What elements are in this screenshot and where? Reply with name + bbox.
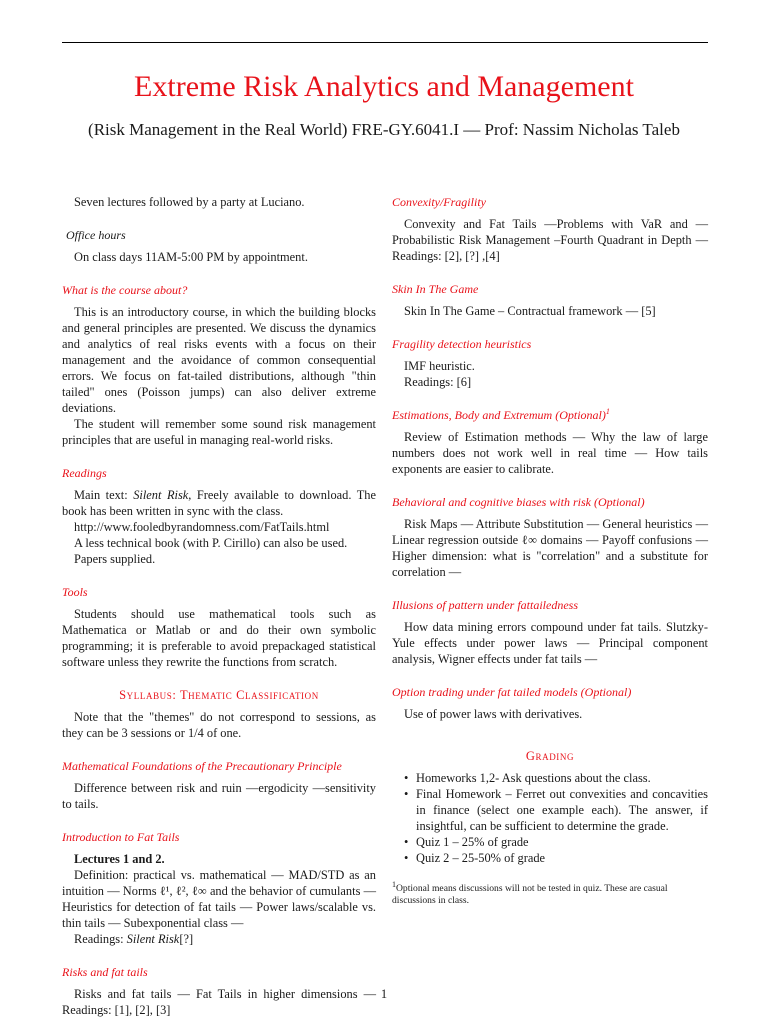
options-text: Use of power laws with derivatives. xyxy=(404,707,583,721)
footnote-text: Optional means discussions will not be tested in quiz. These are casual discussions in class. xyxy=(392,883,668,906)
illusions-heading: Illusions of pattern under fattailedness xyxy=(392,598,578,612)
about-paragraph-1: This is an introductory course, in which the building blocks and general principles are presented. We discuss the dynamics and analytics of real risks events with a focus on their management and the avoidance of common consequential errors. We focus on fat-tailed distributions, although "thin tailed" ones (Poisson jumps) can also deliver extreme deviations. xyxy=(62,305,376,415)
behavioral-text: Risk Maps — Attribute Substitution — General heuristics — Linear regression outside ℓ∞ domains — Payoff confusions — Higher dimension: what is "correlation" and a substitute for correlation — xyxy=(392,517,708,579)
document-title: Extreme Risk Analytics and Management xyxy=(134,70,634,103)
grading-block xyxy=(392,748,708,866)
syllabus-heading: Syllabus: Thematic Classification xyxy=(119,688,319,702)
intro-fat-tails-heading: Introduction to Fat Tails xyxy=(62,830,180,844)
office-hours-heading: Office hours xyxy=(66,228,126,242)
behavioral-block xyxy=(392,494,708,580)
footnote-number: 1 xyxy=(392,879,396,889)
readings-book-title: Silent Risk xyxy=(133,488,189,502)
options-block xyxy=(392,684,708,722)
readings-papers: Papers supplied. xyxy=(74,552,156,566)
readings-book: Silent Risk xyxy=(126,932,180,946)
readings-alt-book: A less technical book (with P. Cirillo) can also be used. xyxy=(74,536,348,550)
fragility-line-2: Readings: [6] xyxy=(404,375,472,389)
grading-item: • Final Homework – Ferret out convexities and concavities in finance (select one example each). The answer, if insightful, can be sufficient to determine the grade. xyxy=(416,786,708,834)
estimations-heading-text: Estimations, Body and Extremum (Optional) xyxy=(392,408,606,422)
fragility-heading: Fragility detection heuristics xyxy=(392,337,532,351)
foundations-text: Difference between risk and ruin —ergodicity —sensitivity to tails. xyxy=(62,781,376,811)
top-rule xyxy=(62,42,708,43)
office-hours-block xyxy=(62,227,376,265)
about-paragraph-2: The student will remember some sound risk management principles that are useful in managing real-world risks. xyxy=(62,417,376,447)
readings-block xyxy=(62,465,376,567)
about-block xyxy=(62,282,376,448)
intro-fat-tails-text: Definition: practical vs. mathematical — MAD/STD as an intuition — Norms ℓ¹, ℓ², ℓ∞ and the behavior of cumulants — Heuristics for detection of fat tails — Power laws/scalable vs. thin tails — Subexponential class — xyxy=(62,868,376,930)
illusions-text: How data mining errors compound under fat tails. Slutzky-Yule effects under power laws — Principal component analysis, Wigner effects under fat tails — xyxy=(392,620,708,666)
grading-item: • Homeworks 1,2- Ask questions about the class. xyxy=(416,770,708,786)
intro-fat-tails-block xyxy=(62,829,376,947)
estimations-text: Review of Estimation methods — Why the law of large numbers does not work well in real time — How tails exponents are easier to calibrate. xyxy=(392,430,708,476)
convexity-heading: Convexity/Fragility xyxy=(392,195,486,209)
foundations-heading: Mathematical Foundations of the Precautionary Principle xyxy=(62,759,342,773)
risks-fat-tails-heading: Risks and fat tails xyxy=(62,965,148,979)
left-column xyxy=(62,194,376,1035)
tools-heading: Tools xyxy=(62,585,88,599)
estimations-block xyxy=(392,407,708,477)
readings-heading: Readings xyxy=(62,466,107,480)
footnote-mark: 1 xyxy=(605,407,610,416)
readings-ref: [?] xyxy=(179,932,194,946)
intro-text: Seven lectures followed by a party at Luciano. xyxy=(74,195,305,209)
foundations-block xyxy=(62,758,376,812)
document-subtitle: (Risk Management in the Real World) FRE-GY.6041.I — Prof: Nassim Nicholas Taleb xyxy=(88,120,680,139)
readings-prefix: Readings: xyxy=(74,932,127,946)
page-number: 1 xyxy=(380,987,388,1001)
readings-main-suffix: , Freely available to download. The book has been written in sync with the class. xyxy=(62,488,376,518)
syllabus-text: Note that the "themes" do not correspond to sessions, as they can be 3 sessions or 1/4 of one. xyxy=(62,710,376,740)
readings-main-prefix: Main text: xyxy=(74,488,134,502)
fragility-line-1: IMF heuristic. xyxy=(404,359,475,373)
convexity-block xyxy=(392,194,708,264)
footnote xyxy=(392,879,708,907)
grading-heading: Grading xyxy=(525,749,575,763)
fragility-block xyxy=(392,336,708,390)
grading-list xyxy=(392,770,708,866)
skin-text: Skin In The Game – Contractual framework — [5] xyxy=(404,304,656,318)
syllabus-block xyxy=(62,687,376,741)
tools-text: Students should use mathematical tools such as Mathematica or Matlab or and do their own symbolic programming; it is preferable to avoid prepackaged statistical software unless they rewrite the functions from scratch. xyxy=(62,607,376,669)
grading-item: • Quiz 2 – 25-50% of grade xyxy=(416,850,708,866)
skin-block xyxy=(392,281,708,319)
intro-fat-tails-readings xyxy=(62,931,376,947)
grading-item: • Quiz 1 – 25% of grade xyxy=(416,834,708,850)
convexity-text: Convexity and Fat Tails —Problems with VaR and —Probabilistic Risk Management –Fourth Quadrant in Depth — Readings: [2], [?] ,[4] xyxy=(392,217,708,263)
risks-fat-tails-text: Risks and fat tails — Fat Tails in higher dimensions — Readings: [1], [2], [3] xyxy=(62,987,376,1017)
skin-heading: Skin In The Game xyxy=(392,282,479,296)
behavioral-heading: Behavioral and cognitive biases with risk (Optional) xyxy=(392,495,645,509)
illusions-block xyxy=(392,597,708,667)
right-column xyxy=(392,194,708,907)
readings-url[interactable]: http://www.fooledbyrandomness.com/FatTails.html xyxy=(74,520,330,534)
options-heading: Option trading under fat tailed models (Optional) xyxy=(392,685,632,699)
estimations-heading xyxy=(392,407,708,423)
intro-block xyxy=(62,194,376,210)
readings-main-text xyxy=(62,487,376,519)
office-hours-text: On class days 11AM-5:00 PM by appointment. xyxy=(74,250,308,264)
about-heading: What is the course about? xyxy=(62,283,188,297)
lectures-label: Lectures 1 and 2. xyxy=(74,852,165,866)
tools-block xyxy=(62,584,376,670)
